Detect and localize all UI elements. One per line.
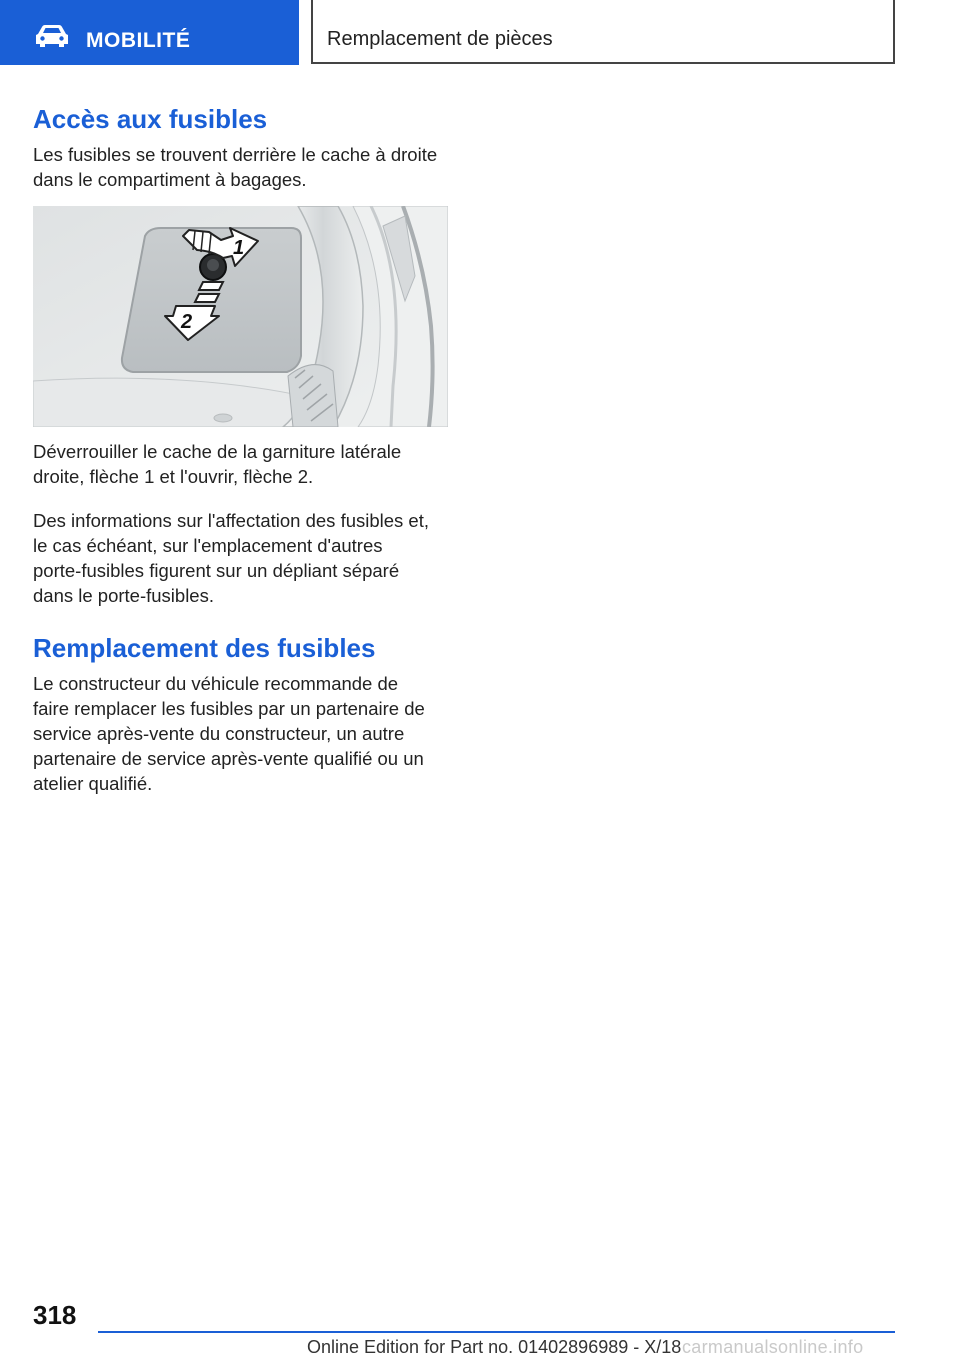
edition-text: Online Edition for Part no. 01402896989 - X/18	[307, 1337, 682, 1357]
paragraph-fuse-info	[33, 508, 463, 608]
fuse-cover-illustration	[33, 206, 448, 427]
footer-divider	[98, 1331, 895, 1333]
paragraph-replacement-advice	[33, 671, 463, 796]
text-line: dans le compartiment à bagages.	[33, 169, 307, 190]
text-line: Le constructeur du véhicule recommande de	[33, 673, 399, 694]
paragraph-fuse-location	[33, 142, 463, 192]
page-number: 318	[33, 1300, 77, 1330]
arrow-1-label: 1	[233, 237, 245, 259]
watermark: carmanualsonline.info	[682, 1337, 864, 1357]
text-line: partenaire de service après-vente qualifié ou un	[33, 748, 424, 769]
heading-fuse-replacement: Remplacement des fusibles	[33, 633, 376, 663]
text-line: Des informations sur l'affectation des fusibles et,	[33, 510, 429, 531]
car-icon	[34, 24, 70, 48]
section-title: Remplacement de pièces	[327, 28, 553, 50]
text-line: atelier qualifié.	[33, 773, 153, 794]
text-line: faire remplacer les fusibles par un partenaire de	[33, 698, 425, 719]
text-line: Déverrouiller le cache de la garniture latérale	[33, 441, 402, 462]
paragraph-unlock-instruction	[33, 439, 463, 489]
trunk-illustration	[33, 206, 448, 427]
text-line: droite, flèche 1 et l'ouvrir, flèche 2.	[33, 466, 314, 487]
text-line: service après-vente du constructeur, un autre	[33, 723, 405, 744]
chapter-tab	[0, 0, 299, 65]
text-line: dans le porte-fusibles.	[33, 585, 214, 606]
section-header	[311, 0, 895, 64]
text-line: porte-fusibles figurent sur un dépliant séparé	[33, 560, 400, 581]
chapter-label: MOBILITÉ	[86, 29, 191, 52]
text-line: Les fusibles se trouvent derrière le cache à droite	[33, 144, 438, 165]
text-line: le cas échéant, sur l'emplacement d'autres	[33, 535, 383, 556]
heading-fuse-access: Accès aux fusibles	[33, 104, 268, 134]
arrow-2-label: 2	[181, 311, 193, 333]
